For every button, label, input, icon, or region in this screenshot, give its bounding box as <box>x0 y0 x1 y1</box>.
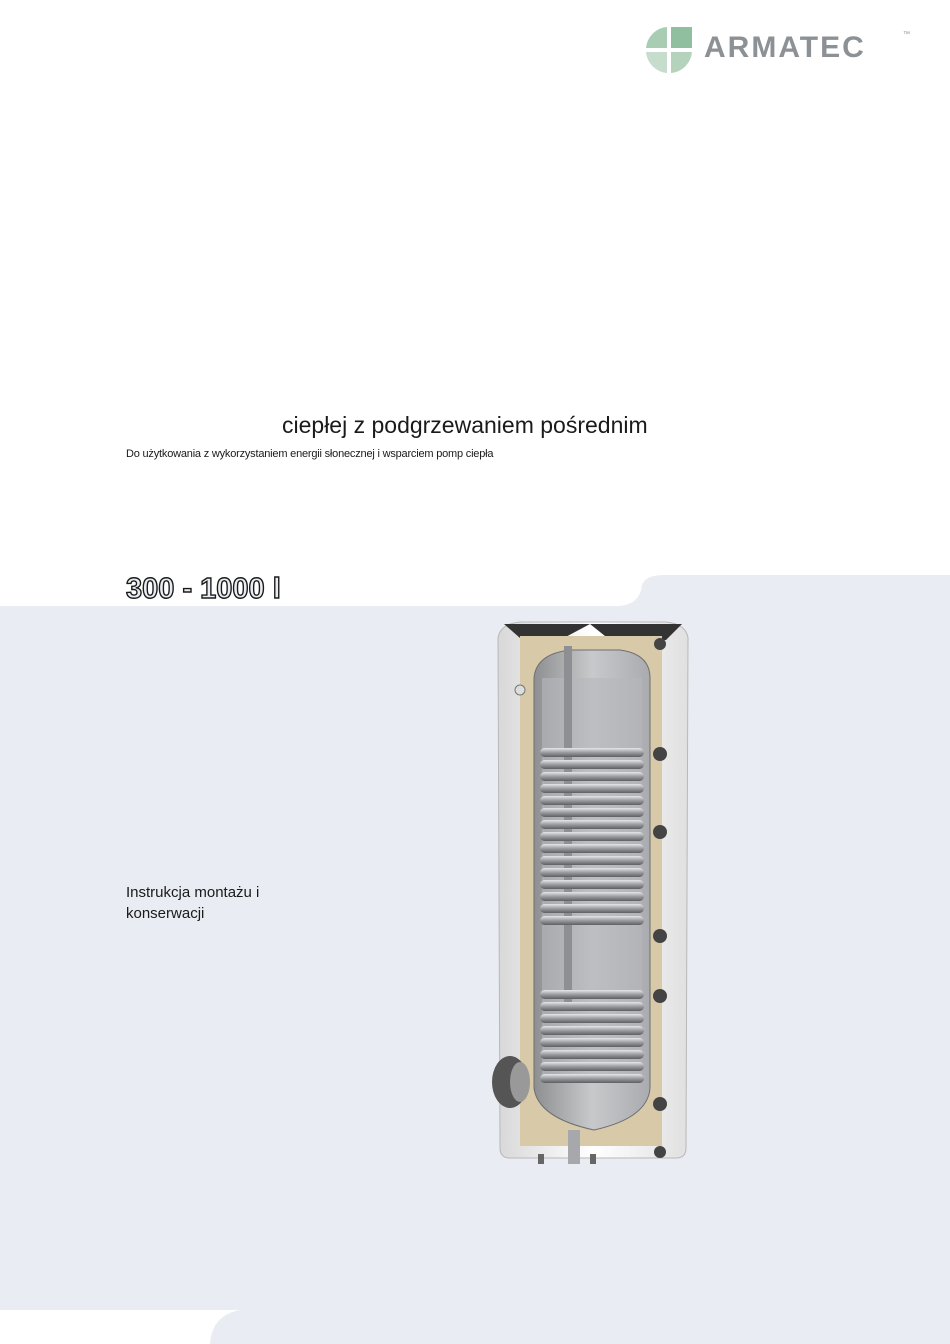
document-type-line-1: Instrukcja montażu i <box>126 884 260 901</box>
logo-wordmark: ARMATEC <box>704 31 866 64</box>
water-heater-tank-illustration <box>490 618 696 1178</box>
background-band <box>0 575 950 1344</box>
logo-trademark: ™ <box>903 31 910 38</box>
document-type-line-2: konserwacji <box>126 905 205 922</box>
document-type <box>126 882 286 924</box>
armatec-logo <box>644 25 914 75</box>
document-title: ciepłej z podgrzewaniem pośrednim <box>282 412 648 438</box>
capacity-range: 300 - 1000 l <box>126 573 281 605</box>
document-subtitle: Do użytkowania z wykorzystaniem energii słonecznej i wsparciem pomp ciepła <box>126 448 494 460</box>
armatec-logo-mark-icon <box>644 25 694 75</box>
